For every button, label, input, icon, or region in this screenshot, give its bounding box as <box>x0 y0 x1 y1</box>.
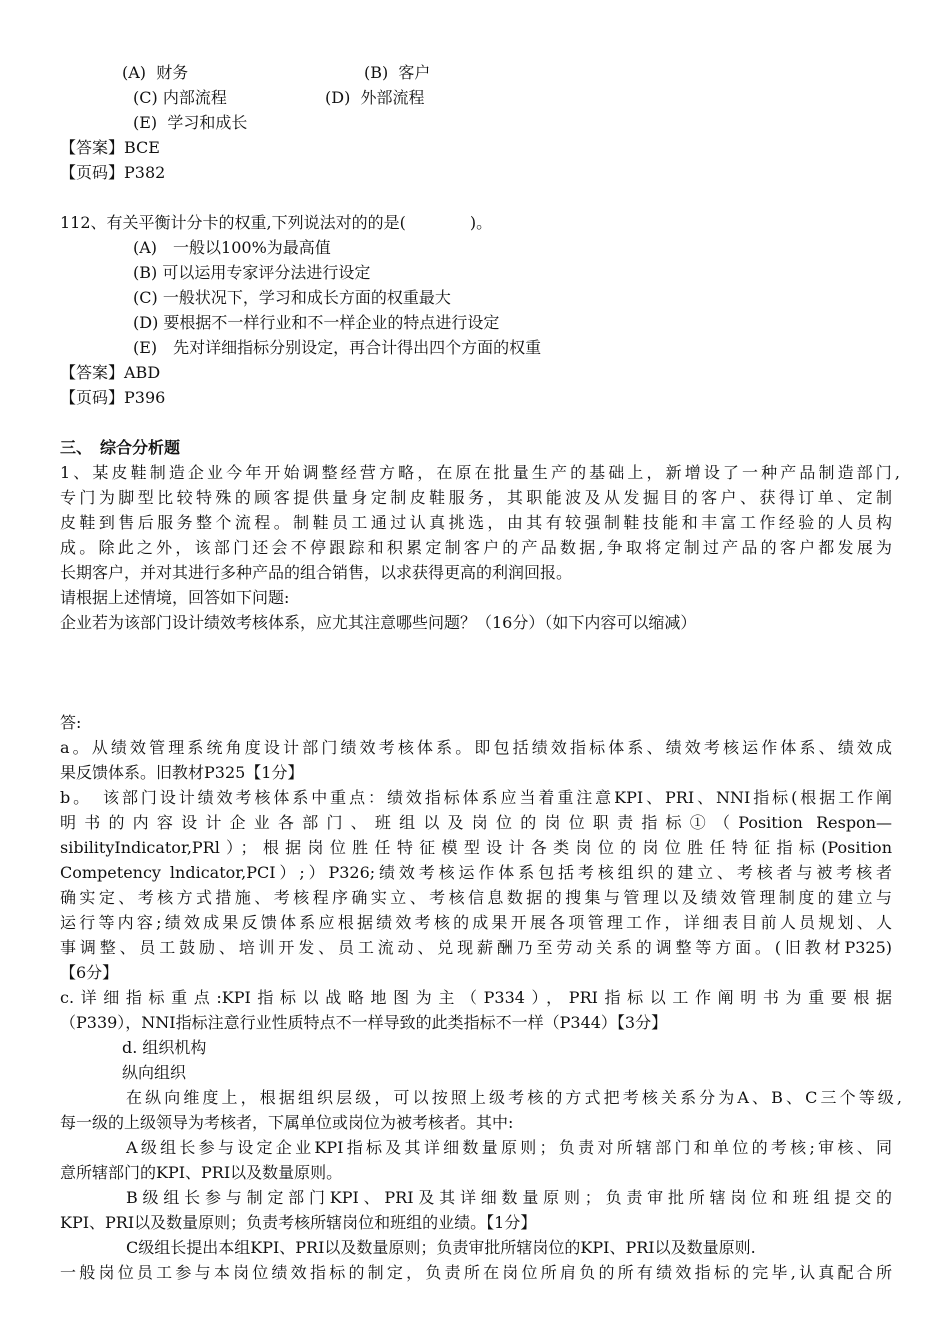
answer-d-line: A级组长参与设定企业KPI指标及其详细数量原则；负责对所辖部门和单位的考核;审核、同 <box>126 1138 892 1157</box>
q111-page-ref: 【页码】P382 <box>60 163 166 182</box>
answer-c-line: （P339），NNI指标注意行业性质特点不一样导致的此类指标不一样（P344）【3分】 <box>60 1013 668 1032</box>
q112-option-a: (A) 一般以100%为最高值 <box>133 238 331 257</box>
q111-option-c: (C) 内部流程 <box>133 88 227 107</box>
answer-b-line: 运行等内容;绩效成果反馈体系应根据绩效考核的成果开展各项管理工作，详细表目前人员规划、人 <box>60 913 892 932</box>
answer-d-line: 在纵向维度上，根据组织层级，可以按照上级考核的方式把考核关系分为A、B、C三个等级, <box>126 1088 902 1107</box>
answer-d-line: 意所辖部门的KPI、PRI以及数量原则。 <box>60 1163 343 1182</box>
q112-option-e: (E) 先对详细指标分别设定，再合计得出四个方面的权重 <box>133 338 542 357</box>
answer-d-heading: d. 组织机构 <box>122 1038 207 1057</box>
answer-b-line: 确实定、考核方式措施、考核程序确实立、考核信息数据的搜集与管理以及绩效管理制度的建立与 <box>60 888 892 907</box>
answer-d-subheading: 纵向组织 <box>122 1063 187 1082</box>
q112-option-b: (B) 可以运用专家评分法进行设定 <box>133 263 371 282</box>
case-question: 企业若为该部门设计绩效考核体系，应尤其注意哪些问题？（16分）（如下内容可以缩减） <box>60 613 697 632</box>
case-prompt: 请根据上述情境，回答如下问题: <box>60 588 290 607</box>
case-line: 成。除此之外，该部门还会不停跟踪和积累定制客户的产品数据,争取将定制过产品的客户都发展为 <box>60 538 892 557</box>
case-line: 1、某皮鞋制造企业今年开始调整经营方略，在原在批量生产的基础上，新增设了一种产品制造部门, <box>60 463 900 482</box>
case-line: 长期客户，并对其进行多种产品的组合销售，以求获得更高的利润回报。 <box>60 563 573 582</box>
answer-d-line: B级组长参与制定部门KPI、PRI及其详细数量原则；负责审批所辖岗位和班组提交的 <box>126 1188 892 1207</box>
answer-b-line: Competency lndicator,PCI）;）P326;绩效考核运作体系包括考核组织的建立、考核者与被考核者 <box>60 863 892 882</box>
answer-b-line: 【6分】 <box>60 963 119 982</box>
q111-option-a: (A) 财务 <box>122 63 189 82</box>
q112-option-c: (C) 一般状况下，学习和成长方面的权重最大 <box>133 288 451 307</box>
q112-option-d: (D) 要根据不一样行业和不一样企业的特点进行设定 <box>133 313 500 332</box>
case-line: 皮鞋到售后服务整个流程。制鞋员工通过认真挑选，由其有较强制鞋技能和丰富工作经验的人员构 <box>60 513 892 532</box>
answer-label: 答: <box>60 713 82 732</box>
q112-page-ref: 【页码】P396 <box>60 388 166 407</box>
answer-b-line: sibilityIndicator,PRl）；根据岗位胜任特征模型设计各类岗位的岗位胜任特征指标(Position <box>60 838 892 857</box>
answer-c-line: c.详细指标重点:KPI指标以战略地图为主（P334），PRI指标以工作阐明书为重要根据 <box>60 988 892 1007</box>
answer-b-line: 事调整、员工鼓励、培训开发、员工流动、兑现薪酬乃至劳动关系的调整等方面。(旧教材P325) <box>60 938 892 957</box>
answer-d-line: C级组长提出本组KPI、PRI以及数量原则；负责审批所辖岗位的KPI、PRI以及数量原则. <box>126 1238 756 1257</box>
q111-option-e: (E) 学习和成长 <box>133 113 248 132</box>
answer-a-line: 果反馈体系。旧教材P325【1分】 <box>60 763 304 782</box>
q111-option-b: (B) 客户 <box>364 63 431 82</box>
q112-question: 112、有关平衡计分卡的权重,下列说法对的的是( )。 <box>60 213 493 232</box>
q111-option-d: (D) 外部流程 <box>325 88 425 107</box>
section-heading: 三、 综合分析题 <box>60 438 181 457</box>
answer-b-line: b。 该部门设计绩效考核体系中重点：绩效指标体系应当着重注意KPI、PRI、NNI指标(根据工作阐 <box>60 788 892 807</box>
q112-answer: 【答案】ABD <box>60 363 161 382</box>
answer-a-line: a。从绩效管理系统角度设计部门绩效考核体系。即包括绩效指标体系、绩效考核运作体系、绩效成 <box>60 738 892 757</box>
answer-d-line: 一般岗位员工参与本岗位绩效指标的制定，负责所在岗位所肩负的所有绩效指标的完毕,认真配合所 <box>60 1263 892 1282</box>
answer-d-line: 每一级的上级领导为考核者，下属单位或岗位为被考核者。其中: <box>60 1113 514 1132</box>
answer-b-line: 明书的内容设计企业各部门、班组以及岗位的岗位职责指标①（Position Respon— <box>60 813 892 832</box>
q111-answer: 【答案】BCE <box>60 138 160 157</box>
case-line: 专门为脚型比较特殊的顾客提供量身定制皮鞋服务，其职能波及从发掘目的客户、获得订单、定制 <box>60 488 892 507</box>
answer-d-line: KPI、PRI以及数量原则；负责考核所辖岗位和班组的业绩。【1分】 <box>60 1213 537 1232</box>
